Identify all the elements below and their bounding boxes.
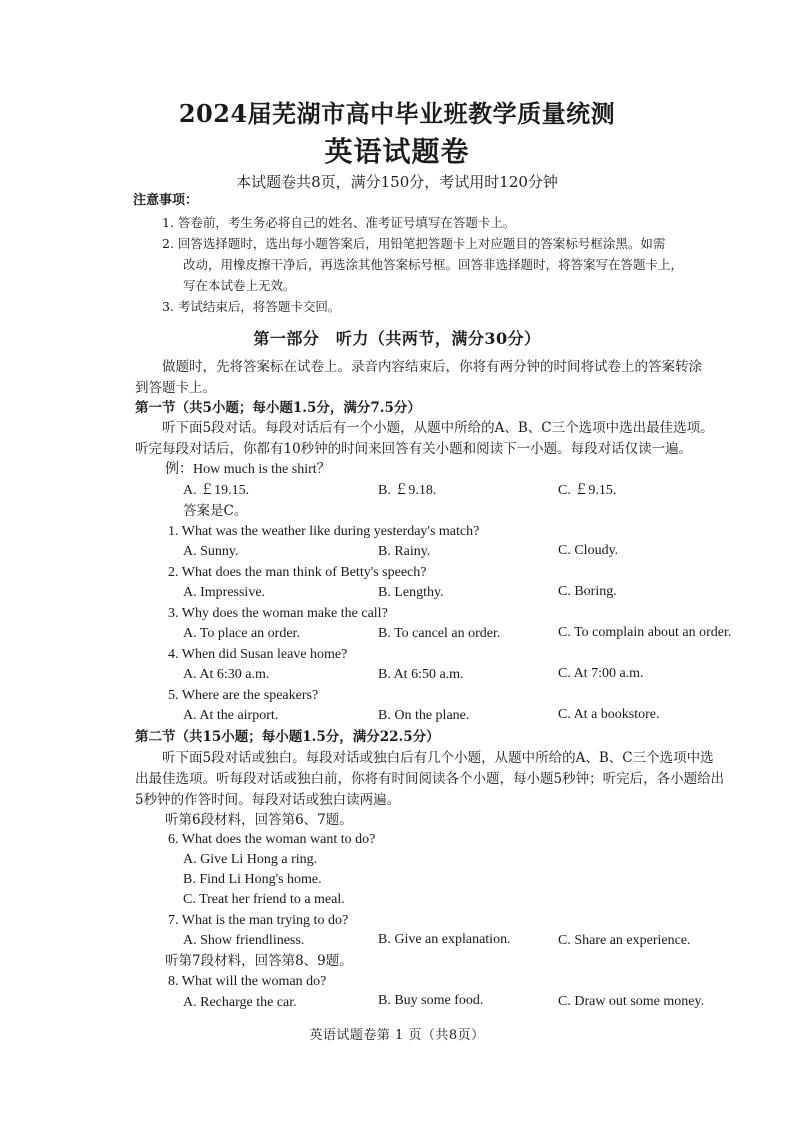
notice-item-3: 3. 考试结束后，将答题卡交回。 [162, 299, 341, 314]
section2-intro-3: 5秒钟的作答时间。每段对话或独白读两遍。 [135, 792, 401, 808]
part1-heading: 第一部分 听力（共两节，满分30分） [253, 329, 541, 348]
section2-heading: 第二节（共15小题；每小题1.5分，满分22.5分） [135, 729, 440, 745]
exam-info: 本试题卷共8页，满分150分，考试用时120分钟 [236, 173, 558, 191]
q4-option-c: C. At 7:00 a.m. [558, 666, 644, 681]
q3-option-a: A. To place an order. [183, 626, 300, 641]
q5-option-c: C. At a bookstore. [558, 707, 660, 722]
q8-option-b: B. Buy some food. [378, 993, 484, 1008]
q6-option-c: C. Treat her friend to a meal. [183, 892, 345, 907]
notice-item-2: 2. 回答选择题时，选出每小题答案后，用铅笔把答题卡上对应题目的答案标号框涂黑。如需 [162, 236, 666, 251]
q3-option-c: C. To complain about an order. [558, 625, 732, 640]
section2-intro-1: 听下面5段对话或独白。每段对话或独白后有几个小题，从题中所给的A、B、C三个选项中选 [162, 750, 714, 766]
subject-title: 英语试题卷 [324, 135, 470, 168]
notice-item-2-cont2: 写在本试卷上无效。 [183, 278, 296, 293]
question-6: 6. What does the woman want to do? [168, 832, 376, 847]
q7-option-c: C. Share an experience. [558, 933, 691, 948]
section1-intro-2: 听完每段对话后，你都有10秒钟的时间来回答有关小题和阅读下一小题。每段对话仅读一遍。 [135, 441, 693, 457]
q7-option-a: A. Show friendliness. [183, 933, 305, 948]
example-option-a: A. ￡19.15. [183, 483, 250, 498]
notice-item-2-cont: 改动，用橡皮擦干净后，再选涂其他答案标号框。回答非选择题时，将答案写在答题卡上， [183, 257, 684, 272]
q8-option-a: A. Recharge the car. [183, 995, 297, 1010]
example-question: 例：How much is the shirt？ [165, 462, 331, 477]
q7-option-b: B. Give an explanation. [378, 932, 511, 947]
exam-title: 2024届芜湖市高中毕业班教学质量统测 [178, 99, 616, 128]
q2-option-c: C. Boring. [558, 584, 617, 599]
material-7-instruction: 听第7段材料，回答第8、9题。 [165, 953, 353, 969]
q6-option-a: A. Give Li Hong a ring. [183, 852, 318, 867]
q5-option-a: A. At the airport. [183, 708, 279, 723]
q5-option-b: B. On the plane. [378, 708, 470, 723]
notice-heading: 注意事项： [133, 193, 199, 208]
example-option-b: B. ￡9.18. [378, 483, 437, 498]
section2-intro-2: 出最佳选项。听每段对话或独白前，你将有时间阅读各个小题，每小题5秒钟；听完后，各小题给出 [135, 771, 725, 787]
question-3: 3. Why does the woman make the call? [168, 606, 388, 621]
part1-intro-1: 做题时，先将答案标在试卷上。录音内容结束后，你将有两分钟的时间将试卷上的答案转涂 [162, 359, 702, 375]
q1-option-b: B. Rainy. [378, 544, 431, 559]
example-answer: 答案是C。 [183, 503, 248, 519]
question-5: 5. Where are the speakers? [168, 688, 319, 703]
q1-option-c: C. Cloudy. [558, 543, 619, 558]
question-7: 7. What is the man trying to do? [168, 913, 349, 928]
example-option-c: C. ￡9.15. [558, 483, 617, 498]
section1-heading: 第一节（共5小题；每小题1.5分，满分7.5分） [135, 400, 421, 416]
q4-option-a: A. At 6:30 a.m. [183, 667, 270, 682]
section1-intro-1: 听下面5段对话。每段对话后有一个小题，从题中所给的A、B、C三个选项中选出最佳选项。 [162, 420, 714, 436]
notice-item-1: 1. 答卷前，考生务必将自己的姓名、准考证号填写在答题卡上。 [162, 215, 516, 230]
question-8: 8. What will the woman do? [168, 974, 327, 989]
q1-option-a: A. Sunny. [183, 544, 239, 559]
part1-intro-2: 到答题卡上。 [135, 380, 216, 396]
q6-option-b: B. Find Li Hong's home. [183, 872, 322, 887]
q2-option-a: A. Impressive. [183, 585, 266, 600]
material-6-instruction: 听第6段材料，回答第6、7题。 [165, 812, 353, 828]
q2-option-b: B. Lengthy. [378, 585, 444, 600]
q3-option-b: B. To cancel an order. [378, 626, 501, 641]
q4-option-b: B. At 6:50 a.m. [378, 667, 464, 682]
q8-option-c: C. Draw out some money. [558, 994, 705, 1009]
question-1: 1. What was the weather like during yesterday's match? [168, 524, 480, 539]
question-2: 2. What does the man think of Betty's speech? [168, 565, 427, 580]
question-4: 4. When did Susan leave home? [168, 647, 348, 662]
page-footer: 英语试题卷第 1 页（共8页） [309, 1028, 485, 1043]
